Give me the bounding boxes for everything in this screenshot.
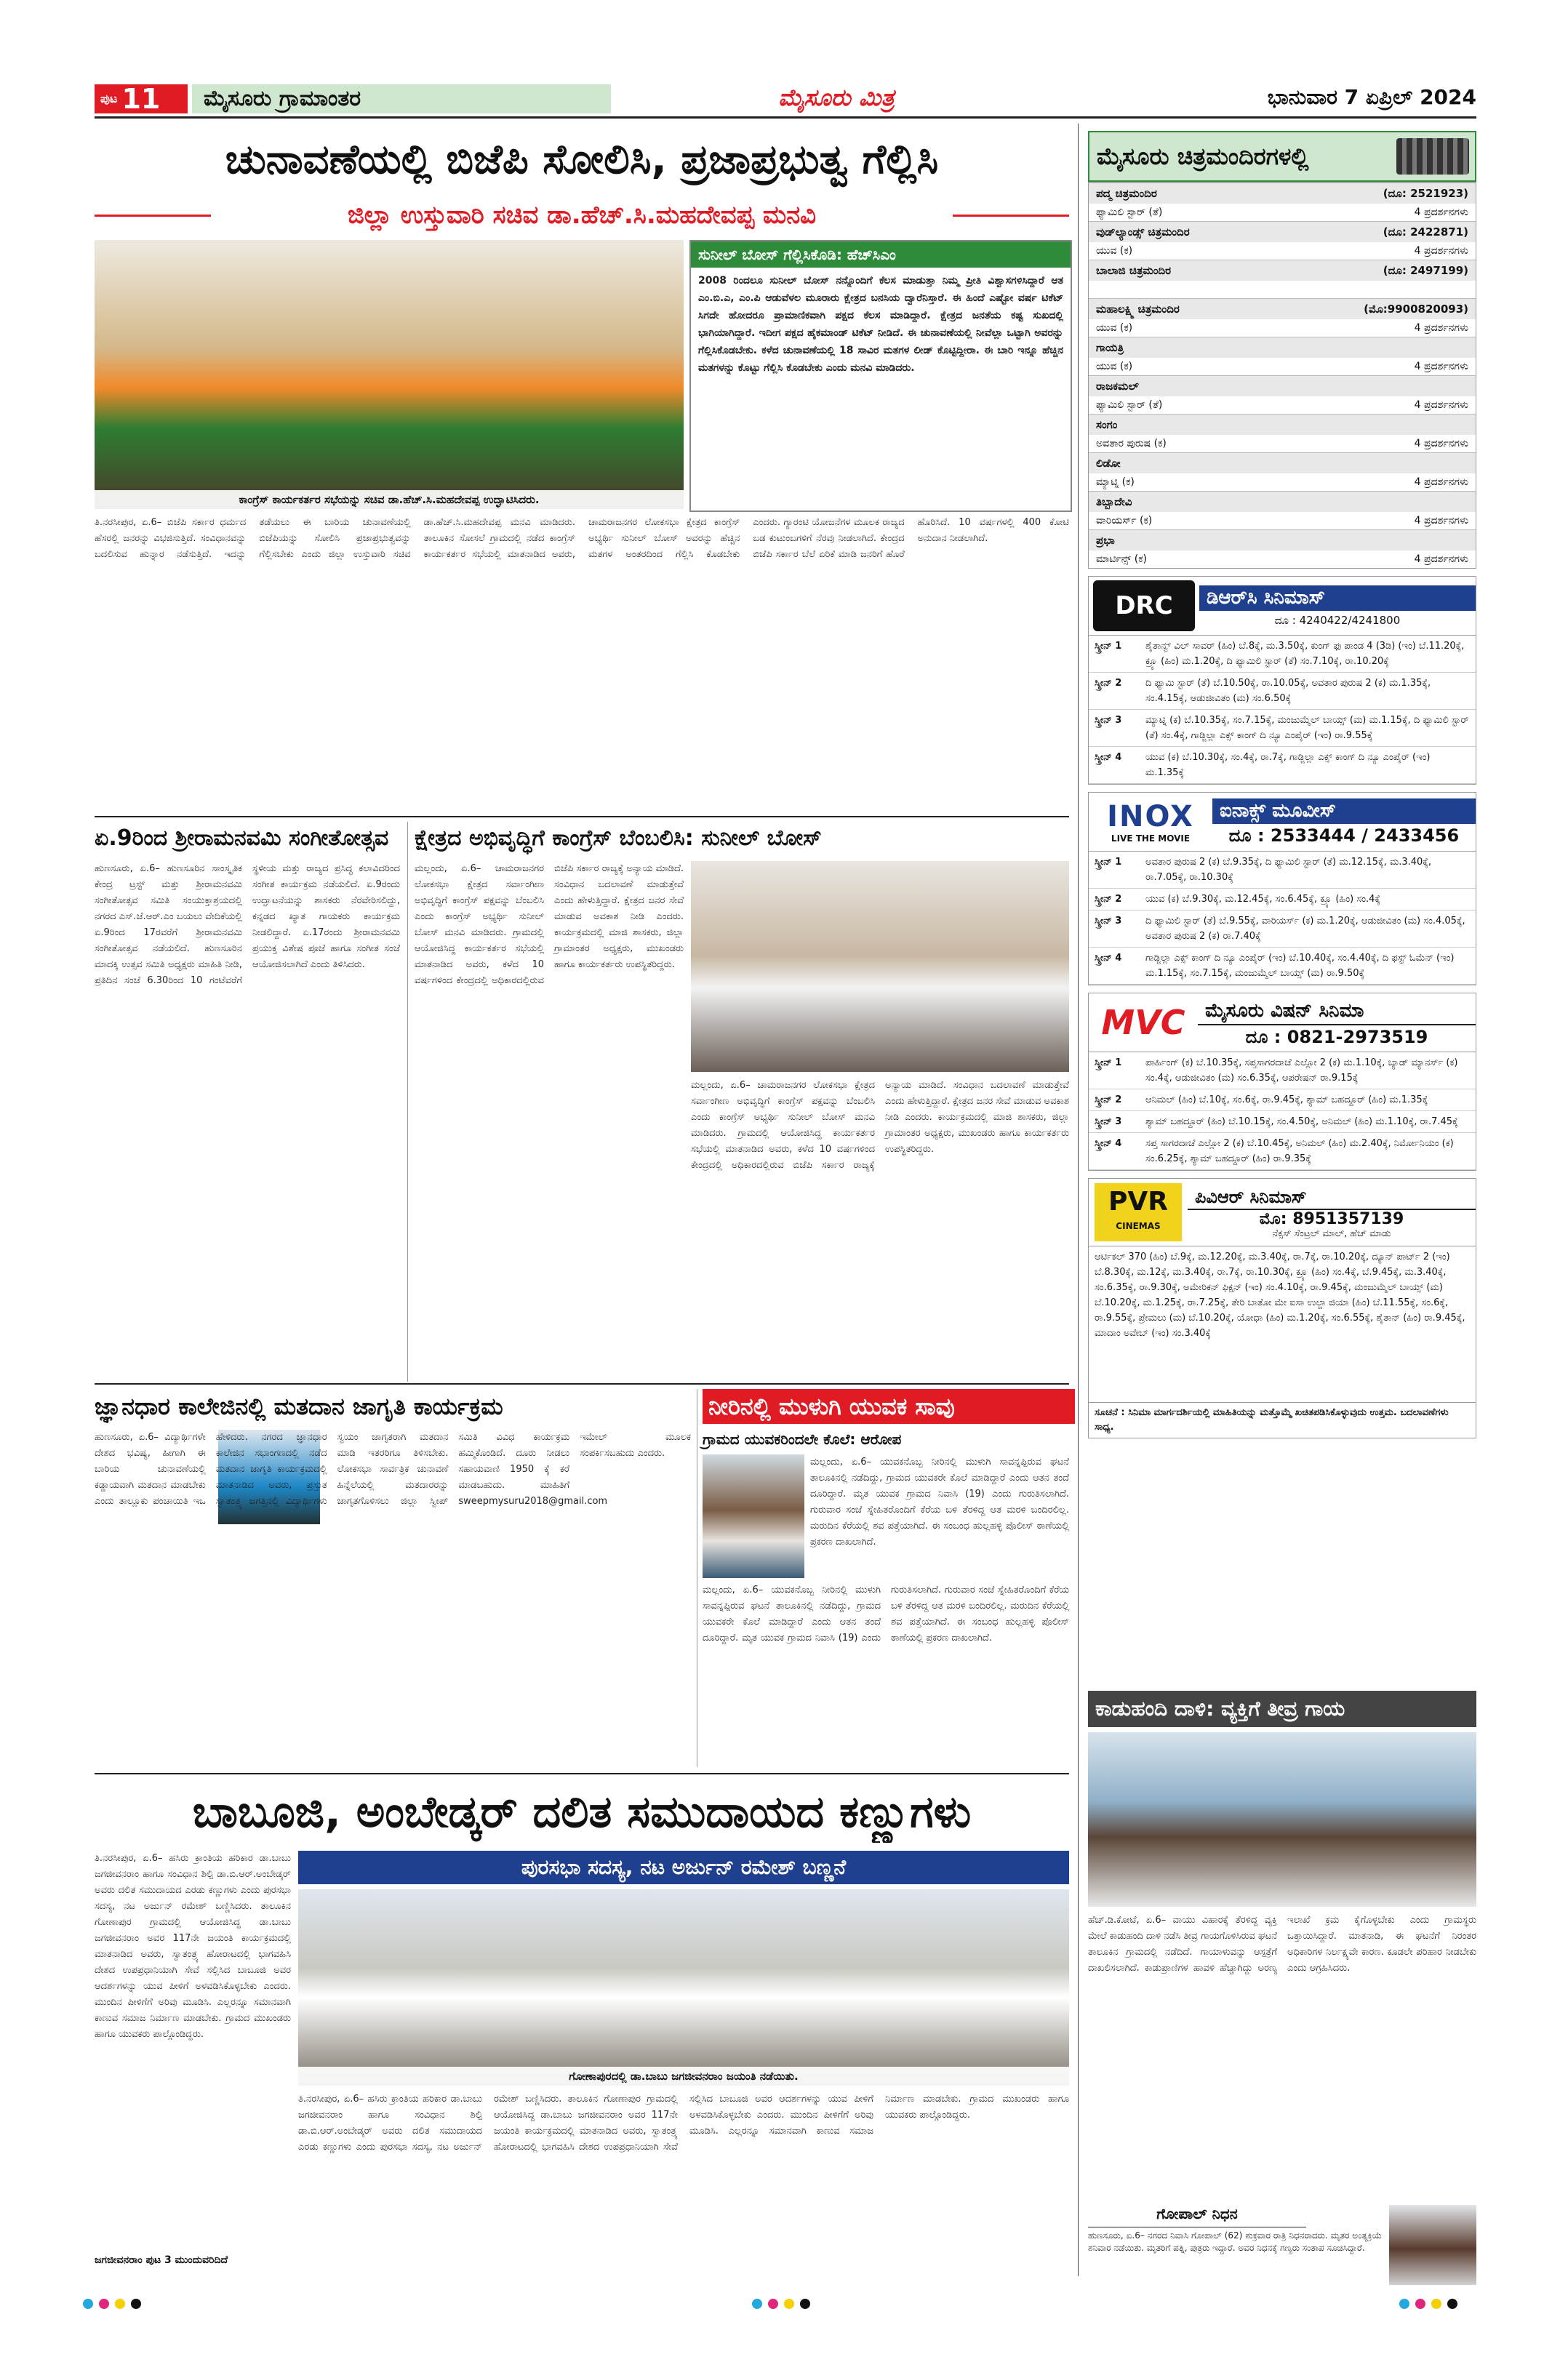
movie-title: ಮಾರ್ಟಿನ್ಸ್ (ಕ)	[1096, 553, 1147, 565]
cinema-title: ಮೈಸೂರು ಚಿತ್ರಮಂದಿರಗಳಲ್ಲಿ	[1097, 142, 1309, 170]
theatre-item	[1089, 260, 1476, 298]
movie-title: ಯುವ (ಕ)	[1096, 361, 1133, 372]
showtimes: ದಿ ಫ್ಯಾಮಿ ಸ್ಟಾರ್ (ತೆ) ಬೆ.10.50ಕ್ಕೆ, ರಾ.10.05ಕ್ಕೆ, ಅವತಾರ ಪುರುಷ 2 (ಕ) ಮ.1.35ಕ್ಕೆ, ಸಂ.4.15ಕ್ಕೆ, ಆಡುಜೀವಿತಂ (ಮ) ಸಂ.6.50ಕ್ಕೆ	[1145, 678, 1431, 704]
mvc-name: ಮೈಸೂರು ವಿಷನ್ ಸಿನಿಮಾ	[1198, 998, 1476, 1025]
story6-photo	[298, 1889, 1069, 2086]
story5-photo	[703, 1454, 804, 1578]
theatre-item	[1089, 414, 1476, 452]
show-count: 4 ಪ್ರದರ್ಶನಗಳು	[1414, 207, 1468, 218]
section-title: ಮೈಸೂರು ಗ್ರಾಮಾಂತರ	[192, 84, 611, 113]
lead-photo-caption: ಕಾಂಗ್ರೆಸ್ ಕಾರ್ಯಕರ್ತರ ಸಭೆಯನ್ನು ಸಚಿವ ಡಾ.ಹೆಚ್.ಸಿ.ಮಹದೇವಪ್ಪ ಉದ್ಘಾಟಿಸಿದರು.	[95, 490, 684, 509]
movie-title: ಫ್ಯಾಮಿಲಿ ಸ್ಟಾರ್ (ತೆ)	[1096, 207, 1163, 218]
story4-body: ಹುಣಸೂರು, ಏ.6– ವಿದ್ಯಾರ್ಥಿಗಳೇ ದೇಶದ ಭವಿಷ್ಯ, ಹೀಗಾಗಿ ಈ ಬಾರಿಯ ಚುನಾವಣೆಯಲ್ಲಿ ಕಡ್ಡಾಯವಾಗಿ ಮತದಾನ ಮಾಡಬೇಕು ಎಂದು ತಾಲ್ಲೂಕು ಪಂಚಾಯಿತಿ ಇಒ ಹೇಳಿದರು. ನಗರದ ಜ್ಞಾನಧಾರ ಕಾಲೇಜಿನ ಸಭಾಂಗಣದಲ್ಲಿ ನಡೆದ ಮತದಾನ ಜಾಗೃತಿ ಕಾರ್ಯಕ್ರಮದಲ್ಲಿ ಮಾತನಾಡಿದ ಅವರು, ಪ್ರಸ್ತುತ ಸ್ವಾತಂತ್ರ್ಯ ಜಗತ್ತಿನಲ್ಲಿ ವಿದ್ಯಾರ್ಥಿಗಳು ಸ್ವಯಂ ಜಾಗೃತರಾಗಿ ಮತದಾನ ಮಾಡಿ ಇತರರಿಗೂ ತಿಳಿಸಬೇಕು. ಲೋಕಸಭಾ ಸಾರ್ವತ್ರಿಕ ಚುನಾವಣೆ ಹಿನ್ನೆಲೆಯಲ್ಲಿ ಮತದಾರರನ್ನು ಜಾಗೃತಗೊಳಿಸಲು ಜಿಲ್ಲಾ ಸ್ವೀಪ್ ಸಮಿತಿ ವಿವಿಧ ಕಾರ್ಯಕ್ರಮ ಹಮ್ಮಿಕೊಂಡಿದೆ. ದೂರು ನೀಡಲು ಸಹಾಯವಾಣಿ 1950 ಕ್ಕೆ ಕರೆ ಮಾಡಬಹುದು. ಮಾಹಿತಿಗೆ sweepmysuru2018@gmail.com ಇಮೇಲ್ ಮೂಲಕ ಸಂಪರ್ಕಿಸಬಹುದು ಎಂದರು.	[95, 1432, 691, 1507]
lead-box-text: 2008 ರಿಂದಲೂ ಸುನೀಲ್ ಬೋಸ್ ನನ್ನೊಂದಿಗೆ ಕೆಲಸ ಮಾಡುತ್ತಾ ನಿಮ್ಮ ಪ್ರೀತಿ ವಿಶ್ವಾಸಗಳಿಸಿದ್ದಾರೆ ಆತ ಎಂ.ಬಿ.ಎ, ಎಂ.ಪಿ ಆಡುವೆಳಲ ಮೂರಾರು ಕ್ಷೇತ್ರದ ಬನಸಿಯ ದ್ವಾರೆನಿಸ್ತಾರೆ. ಈ ಹಿಂದೆ ಎಷ್ಟೋ ವರ್ಷ ಟಿಕೆಟ್ ಸಿಗದೇ ಹೋದರೂ ಪ್ರಾಮಾಣಿಕವಾಗಿ ಪಕ್ಷದ ಕೆಲಸ ಮಾಡಿದ್ದಾರೆ. ಕ್ಷೇತ್ರದ ಜನತೆಯ ಕಷ್ಟ ಸುಖದಲ್ಲಿ ಭಾಗಿಯಾಗಿದ್ದಾರೆ. ಇದೀಗ ಪಕ್ಷದ ಹೈಕಮಾಂಡ್ ಟಿಕೆಟ್ ನೀಡಿದೆ. ಈ ಚುನಾವಣೆಯಲ್ಲಿ ನೀವೆಲ್ಲಾ ಒಟ್ಟಾಗಿ ಅವರನ್ನು ಗೆಲ್ಲಿಸಿಕೊಡಬೇಕು. ಕಳೆದ ಚುನಾವಣೆಯಲ್ಲಿ 18 ಸಾವಿರ ಮತಗಳ ಲೀಡ್ ಕೊಟ್ಟಿದ್ದೀರಾ. ಈ ಬಾರಿ ಇನ್ನೂ ಹೆಚ್ಚಿನ ಮತಗಳನ್ನು ಕೊಟ್ಟು ಗೆಲ್ಲಿಸಿ ಕೊಡಬೇಕು ಎಂದು ಮನವಿ ಮಾಡಿದರು.	[698, 275, 1063, 374]
show-count: 4 ಪ್ರದರ್ಶನಗಳು	[1414, 399, 1468, 411]
movie-title: ಅವತಾರ ಪುರುಷ (ಕ)	[1096, 438, 1167, 449]
show-count: 4 ಪ್ರದರ್ಶನಗಳು	[1414, 322, 1468, 334]
story2-body: ಹುಣಸೂರು, ಏ.6– ಹುಣಸೂರಿನ ಸಾಂಸ್ಕೃತಿಕ ಕೇಂದ್ರ ಟ್ರಸ್ಟ್ ಮತ್ತು ಶ್ರೀರಾಮನವಮಿ ಸಂಗೀತೋತ್ಸವ ಸಮಿತಿ ಸಂಯುಕ್ತಾಶ್ರಯದಲ್ಲಿ ನಗರದ ಎಸ್.ಜೆ.ಆರ್.ಎಂ ಬಯಲು ವೇದಿಕೆಯಲ್ಲಿ ಏ.9ರಿಂದ 17ರವರೆಗೆ ಶ್ರೀರಾಮನವಮಿ ಸಂಗೀತೋತ್ಸವ ನಡೆಯಲಿದೆ. ಹುಣಸೂರಿನ ಮಾದಕ್ಕಿ ಉತ್ಸವ ಸಮಿತಿ ಅಧ್ಯಕ್ಷರು ಮಾಹಿತಿ ನೀಡಿ, ಪ್ರತಿದಿನ ಸಂಜೆ 6.30ರಿಂದ 10 ಗಂಟೆವರೆಗೆ ಸ್ಥಳೀಯ ಮತ್ತು ರಾಜ್ಯದ ಪ್ರಸಿದ್ಧ ಕಲಾವಿದರಿಂದ ಸಂಗೀತ ಕಾರ್ಯಕ್ರಮ ನಡೆಯಲಿದೆ. ಏ.9ರಂದು ಉದ್ಘಾಟನೆಯನ್ನು ಶಾಸಕರು ನೆರವೇರಿಸಲಿದ್ದು, ಕನ್ನಡದ ಖ್ಯಾತ ಗಾಯಕರು ಕಾರ್ಯಕ್ರಮ ನೀಡಲಿದ್ದಾರೆ. ಏ.17ರಂದು ಶ್ರೀರಾಮನವಮಿ ಪ್ರಯುಕ್ತ ವಿಶೇಷ ಪೂಜೆ ಹಾಗೂ ಸಂಗೀತ ಸಂಜೆ ಆಯೋಜಿಸಲಾಗಿದೆ ಎಂದು ತಿಳಿಸಿದರು.	[95, 863, 400, 986]
screen-label: ಸ್ಕ್ರೀನ್ 4	[1095, 752, 1122, 763]
black-dot	[131, 2299, 141, 2309]
theatre-name: ಸಂಗಂ	[1096, 418, 1118, 431]
lead-box	[689, 240, 1072, 512]
lead-subhead: ಜಿಲ್ಲಾ ಉಸ್ತುವಾರಿ ಸಚಿವ ಡಾ.ಹೆಚ್.ಸಿ.ಮಹದೇವಪ್ಪ ಮನವಿ	[211, 198, 953, 233]
story6-body-left: ತಿ.ನರಸೀಪುರ, ಏ.6– ಹಸಿರು ಕ್ರಾಂತಿಯ ಹರಿಕಾರ ಡಾ.ಬಾಬು ಜಗಜೀವನರಾಂ ಹಾಗೂ ಸಂವಿಧಾನ ಶಿಲ್ಪಿ ಡಾ.ಬಿ.ಆರ್.ಅಂಬೇಡ್ಕರ್ ಅವರು ದಲಿತ ಸಮುದಾಯದ ಎರಡು ಕಣ್ಣುಗಳು ಎಂದು ಪುರಸಭಾ ಸದಸ್ಯ, ನಟ ಅರ್ಜುನ್ ರಮೇಶ್ ಬಣ್ಣಿಸಿದರು. ತಾಲೂಕಿನ ಗೋಣಾಪುರ ಗ್ರಾಮದಲ್ಲಿ ಆಯೋಜಿಸಿದ್ದ ಡಾ.ಬಾಬು ಜಗಜೀವನರಾಂ ಅವರ 117ನೇ ಜಯಂತಿ ಕಾರ್ಯಕ್ರಮದಲ್ಲಿ ಮಾತನಾಡಿದ ಅವರು, ಸ್ವಾತಂತ್ರ್ಯ ಹೋರಾಟದಲ್ಲಿ ಭಾಗವಹಿಸಿ ದೇಶದ ಉಪಪ್ರಧಾನಿಯಾಗಿ ಸೇವೆ ಸಲ್ಲಿಸಿದ ಬಾಬೂಜಿ ಅವರ ಆದರ್ಶಗಳನ್ನು ಯುವ ಪೀಳಿಗೆ ಅಳವಡಿಸಿಕೊಳ್ಳಬೇಕು ಎಂದರು. ಮುಂದಿನ ಪೀಳಿಗೆಗೆ ಅರಿವು ಮೂಡಿಸಿ. ಎಲ್ಲರನ್ನೂ ಸಮಾನವಾಗಿ ಕಾಣುವ ಸಮಾಜ ನಿರ್ಮಾಣ ಮಾಡಬೇಕು. ಗ್ರಾಮದ ಮುಖಂಡರು ಹಾಗೂ ಯುವಕರು ಪಾಲ್ಗೊಂಡಿದ್ದರು.	[95, 1853, 291, 2040]
screen-label: ಸ್ಕ್ರೀನ್ 4	[1095, 953, 1122, 964]
drc-phone: ದೂ : 4240422/4241800	[1274, 613, 1401, 627]
showtimes: ಮ್ಯಾಟ್ನಿ (ಕ) ಬೆ.10.35ಕ್ಕೆ, ಸಂ.7.15ಕ್ಕೆ, ಮಂಜುಮ್ಮೆಲ್ ಬಾಯ್ಸ್ (ಮ) ಮ.1.15ಕ್ಕೆ, ದಿ ಫ್ಯಾಮಿಲಿ ಸ್ಟಾರ್ (ತೆ) ಸಂ.4ಕ್ಕೆ, ಗಾಡ್ಜಿಲ್ಲಾ ಎಕ್ಸ್ ಕಾಂಗ್ ದಿ ನ್ಯೂ ಎಂಪೈರ್ (ಇಂ) ರಾ.9.55ಕ್ಕೆ	[1145, 715, 1469, 741]
screen-label: ಸ್ಕ್ರೀನ್ 3	[1095, 715, 1122, 726]
print-marks	[749, 2298, 813, 2312]
story7-body: ಹೆಚ್.ಡಿ.ಕೋಟೆ, ಏ.6– ವಾಯು ವಿಹಾರಕ್ಕೆ ತೆರಳಿದ್ದ ವ್ಯಕ್ತಿ ಮೇಲೆ ಕಾಡುಹಂದಿ ದಾಳಿ ನಡೆಸಿ ತೀವ್ರ ಗಾಯಗೊಳಿಸಿರುವ ಘಟನೆ ತಾಲೂಕಿನ ಗ್ರಾಮದಲ್ಲಿ ನಡೆದಿದೆ. ಗಾಯಾಳುವನ್ನು ಆಸ್ಪತ್ರೆಗೆ ದಾಖಲಿಸಲಾಗಿದೆ. ಕಾಡುಪ್ರಾಣಿಗಳ ಹಾವಳಿ ಹೆಚ್ಚಾಗಿದ್ದು ಅರಣ್ಯ ಇಲಾಖೆ ಕ್ರಮ ಕೈಗೊಳ್ಳಬೇಕು ಎಂದು ಗ್ರಾಮಸ್ಥರು ಒತ್ತಾಯಿಸಿದ್ದಾರೆ. ಮಾತನಾಡಿ, ಈ ಘಟನೆಗೆ ನಿರಂತರ ಅಧಿಕಾರಿಗಳ ನಿರ್ಲಕ್ಷ್ಯವೇ ಕಾರಣ. ಕೂಡಲೇ ಪರಿಹಾರ ನೀಡಬೇಕು ಎಂದು ಆಗ್ರಹಿಸಿದರು.	[1088, 1915, 1476, 1974]
story2-headline: ಏ.9ರಿಂದ ಶ್ರೀರಾಮನವಮಿ ಸಂಗೀತೋತ್ಸವ	[95, 825, 389, 851]
divider	[1078, 124, 1079, 2276]
showtimes: ಗಾಡ್ಜಿಲ್ಲಾ ಎಕ್ಸ್ ಕಾಂಗ್ ದಿ ನ್ಯೂ ಎಂಪೈರ್ (ಇಂ) ಬೆ.10.40ಕ್ಕೆ, ಸಂ.4.40ಕ್ಕೆ, ದಿ ಫಸ್ಟ್ ಓಮೆನ್ (ಇಂ) ಮ.1.15ಕ್ಕೆ, ಸಂ.7.15ಕ್ಕೆ, ಮಂಜುಮ್ಮೆಲ್ ಬಾಯ್ಸ್ (ಮ) ರಾ.9.50ಕ್ಕೆ	[1145, 953, 1455, 979]
pvr-phone: ಮೊ: 8951357139	[1259, 1210, 1404, 1228]
pvr-name: ಪಿವಿಆರ್ ಸಿನಿಮಾಸ್	[1188, 1185, 1476, 1210]
divider	[95, 1773, 1069, 1774]
magenta-dot	[99, 2299, 109, 2309]
story5-body: ಮಲ್ಲಂದು, ಏ.6– ಯುವಕನೊಬ್ಬ ನೀರಿನಲ್ಲಿ ಮುಳುಗಿ ಸಾವನ್ನಪ್ಪಿರುವ ಘಟನೆ ತಾಲೂಕಿನಲ್ಲಿ ನಡೆದಿದ್ದು, ಗ್ರಾಮದ ಯುವಕರೇ ಕೊಲೆ ಮಾಡಿದ್ದಾರೆ ಎಂದು ಆತನ ತಂದೆ ದೂರಿದ್ದಾರೆ. ಮೃತ ಯುವಕ ಗ್ರಾಮದ ನಿವಾಸಿ (19) ಎಂದು ಗುರುತಿಸಲಾಗಿದೆ. ಗುರುವಾರ ಸಂಜೆ ಸ್ನೇಹಿತರೊಂದಿಗೆ ಕೆರೆಯ ಬಳಿ ತೆರಳಿದ್ದ ಆತ ಮರಳಿ ಬಂದಿರಲಿಲ್ಲ. ಮರುದಿನ ಕೆರೆಯಲ್ಲಿ ಶವ ಪತ್ತೆಯಾಗಿದೆ. ಈ ಸಂಬಂಧ ಹುಲ್ಲಹಳ್ಳಿ ಪೊಲೀಸ್ ಠಾಣೆಯಲ್ಲಿ ಪ್ರಕರಣ ದಾಖಲಾಗಿದೆ.	[810, 1457, 1069, 1548]
theatre-name: ಲಿಡೋ	[1096, 457, 1121, 470]
pvr-block	[1088, 1178, 1476, 1438]
print-marks	[1396, 2298, 1460, 2312]
story5-headline: ನೀರಿನಲ್ಲಿ ಮುಳುಗಿ ಯುವಕ ಸಾವು	[703, 1389, 1075, 1424]
showtimes: ಪಾರ್ಹಿಂಗ್ (ಕ) ಬೆ.10.35ಕ್ಕೆ, ಸಪ್ತಸಾಗರದಾಚೆ ಎಲ್ಲೋ 2 (ಕ) ಮ.1.10ಕ್ಕೆ, ಬ್ಯಾಡ್ ಮ್ಯಾನರ್ಸ್ (ಕ) ಸಂ.4ಕ್ಕೆ, ಆಡುಜೀವಿತಂ (ಮ) ಸಂ.6.35ಕ್ಕೆ, ಆಪರೇಷನ್ ರಾ.9.15ಕ್ಕೆ	[1145, 1057, 1458, 1084]
inox-tagline: LIVE THE MOVIE	[1111, 833, 1191, 844]
theatre-item	[1089, 452, 1476, 491]
theatre-item	[1089, 183, 1476, 221]
screen-label: ಸ್ಕ್ರೀನ್ 2	[1095, 678, 1122, 689]
lead-headline: ಚುನಾವಣೆಯಲ್ಲಿ ಬಿಜೆಪಿ ಸೋಲಿಸಿ, ಪ್ರಜಾಪ್ರಭುತ್ವ ಗೆಲ್ಲಿಸಿ	[225, 136, 939, 183]
theatre-item	[1089, 221, 1476, 260]
showtimes: ಶ್ಯಾಮ್ ಬಹದ್ದೂರ್ (ಹಿಂ) ಬೆ.10.15ಕ್ಕೆ, ಸಂ.4.50ಕ್ಕೆ, ಅನಿಮಲ್ (ಹಿಂ) ಮ.1.10ಕ್ಕೆ, ರಾ.7.45ಕ್ಕೆ	[1145, 1116, 1458, 1127]
theatre-name: ಬಾಲಾಜಿ ಚಿತ್ರಮಂದಿರ	[1096, 264, 1172, 277]
show-count: 4 ಪ್ರದರ್ಶನಗಳು	[1414, 476, 1468, 488]
mvc-block	[1088, 993, 1476, 1171]
magenta-dot	[1415, 2299, 1425, 2309]
pvr-logo-sub: CINEMAS	[1116, 1221, 1161, 1231]
divider	[95, 816, 1069, 817]
theatre-name: ತಿಬ್ಬಾದೇವಿ	[1096, 495, 1132, 508]
lead-photo	[95, 240, 684, 509]
yellow-dot	[784, 2299, 794, 2309]
theatre-item	[1089, 529, 1476, 568]
story3-body-right: ಮಲ್ಲಂದು, ಏ.6– ಚಾಮರಾಜನಗರ ಲೋಕಸಭಾ ಕ್ಷೇತ್ರದ ಸರ್ವಾಂಗೀಣ ಅಭಿವೃದ್ಧಿಗೆ ಕಾಂಗ್ರೆಸ್ ಪಕ್ಷವನ್ನು ಬೆಂಬಲಿಸಿ ಎಂದು ಕಾಂಗ್ರೆಸ್ ಅಭ್ಯರ್ಥಿ ಸುನೀಲ್ ಬೋಸ್ ಮನವಿ ಮಾಡಿದರು. ಗ್ರಾಮದಲ್ಲಿ ಆಯೋಜಿಸಿದ್ದ ಕಾರ್ಯಕರ್ತರ ಸಭೆಯಲ್ಲಿ ಮಾತನಾಡಿದ ಅವರು, ಕಳೆದ 10 ವರ್ಷಗಳಿಂದ ಕೇಂದ್ರದಲ್ಲಿ ಅಧಿಕಾರದಲ್ಲಿರುವ ಬಿಜೆಪಿ ಸರ್ಕಾರ ರಾಜ್ಯಕ್ಕೆ ಅನ್ಯಾಯ ಮಾಡಿದೆ. ಸಂವಿಧಾನ ಬದಲಾವಣೆ ಮಾಡುತ್ತೇವೆ ಎಂದು ಹೇಳುತ್ತಿದ್ದಾರೆ. ಕ್ಷೇತ್ರದ ಜನರ ಸೇವೆ ಮಾಡುವ ಅವಕಾಶ ನೀಡಿ ಎಂದರು. ಕಾರ್ಯಕ್ರಮದಲ್ಲಿ ಮಾಜಿ ಶಾಸಕರು, ಜಿಲ್ಲಾ ಗ್ರಾಮಾಂತರ ಅಧ್ಯಕ್ಷರು, ಮುಖಂಡರು ಹಾಗೂ ಕಾರ್ಯಕರ್ತರು ಉಪಸ್ಥಿತರಿದ್ದರು.	[691, 1080, 1069, 1171]
movie-title: ಮ್ಯಾಟ್ನಿ (ಕ)	[1096, 476, 1135, 488]
show-count: 4 ಪ್ರದರ್ಶನಗಳು	[1414, 515, 1468, 527]
magenta-dot	[768, 2299, 778, 2309]
obituary-headline: ಗೋಪಾಲ್ ನಿಧನ	[1088, 2205, 1306, 2227]
mvc-phone: ದೂ : 0821-2973519	[1245, 1026, 1428, 1047]
showtimes: ಆನಿಮಲ್ (ಹಿಂ) ಬೆ.10ಕ್ಕೆ, ಸಂ.6ಕ್ಕೆ, ರಾ.9.45ಕ್ಕೆ, ಶ್ಯಾಮ್ ಬಹದ್ದೂರ್ (ಹಿಂ) ಮ.1.35ಕ್ಕೆ	[1145, 1094, 1428, 1105]
screen-label: ಸ್ಕ್ರೀನ್ 1	[1095, 857, 1122, 868]
movie-title: ಯುವ (ಕ)	[1096, 245, 1133, 257]
divider	[407, 822, 408, 1382]
drc-name: ಡಿಆರ್‌ಸಿ ಸಿನಿಮಾಸ್	[1199, 585, 1476, 611]
story6-footer-note: ಜಗಜೀವನರಾಂ ಪುಟ 3 ಮುಂದುವರಿದಿದೆ	[95, 2254, 228, 2266]
story5-subhead: ಗ್ರಾಮದ ಯುವಕರಿಂದಲೇ ಕೊಲೆ: ಆರೋಪ	[703, 1430, 902, 1448]
showtimes: ಅವತಾರ ಪುರುಷ 2 (ಕ) ಬೆ.9.35ಕ್ಕೆ, ದಿ ಫ್ಯಾಮಿಲಿ ಸ್ಟಾರ್ (ತೆ) ಮ.12.15ಕ್ಕೆ, ಮ.3.40ಕ್ಕೆ, ರಾ.7.05ಕ್ಕೆ, ರಾ.10.30ಕ್ಕೆ	[1145, 857, 1432, 883]
cyan-dot	[752, 2299, 762, 2309]
screen-label: ಸ್ಕ್ರೀನ್ 2	[1095, 894, 1122, 905]
theatre-phone: (ದೂ: 2497199)	[1383, 264, 1468, 277]
theatre-item	[1089, 298, 1476, 337]
masthead	[95, 81, 1476, 119]
showtimes: ಯುವ (ಕ) ಬೆ.10.30ಕ್ಕೆ, ಸಂ.4ಕ್ಕೆ, ರಾ.7ಕ್ಕೆ, ಗಾಡ್ಜಿಲ್ಲಾ ಎಕ್ಸ್ ಕಾಂಗ್ ದಿ ನ್ಯೂ ಎಂಪೈರ್ (ಇಂ) ಮ.1.35ಕ್ಕೆ	[1145, 752, 1431, 778]
story7-photo	[1088, 1732, 1476, 1907]
divider	[95, 1383, 1069, 1385]
theatre-phone: (ಮೊ:9900820093)	[1364, 303, 1468, 316]
inox-block	[1088, 792, 1476, 985]
show-count: 4 ಪ್ರದರ್ಶನಗಳು	[1414, 245, 1468, 257]
paper-name: ಮೈಸೂರು ಮಿತ್ರ	[778, 84, 895, 111]
screen-label: ಸ್ಕ್ರೀನ್ 3	[1095, 916, 1122, 926]
black-dot	[800, 2299, 810, 2309]
screen-label: ಸ್ಕ್ರೀನ್ 3	[1095, 1116, 1122, 1127]
lead-body: ತಿ.ನರಸೀಪುರ, ಏ.6– ಬಿಜೆಪಿ ಸರ್ಕಾರ ಧರ್ಮದ ಹೆಸರಲ್ಲಿ ಜನರನ್ನು ವಿಭಜಿಸುತ್ತಿದೆ. ಸಂವಿಧಾನವನ್ನು ಬದಲಿಸುವ ಹುನ್ನಾರ ನಡೆಸುತ್ತಿದೆ. ಇದನ್ನು ತಡೆಯಲು ಈ ಬಾರಿಯ ಚುನಾವಣೆಯಲ್ಲಿ ಬಿಜೆಪಿಯನ್ನು ಸೋಲಿಸಿ ಪ್ರಜಾಪ್ರಭುತ್ವವನ್ನು ಗೆಲ್ಲಿಸಬೇಕು ಎಂದು ಜಿಲ್ಲಾ ಉಸ್ತುವಾರಿ ಸಚಿವ ಡಾ.ಹೆಚ್.ಸಿ.ಮಹದೇವಪ್ಪ ಮನವಿ ಮಾಡಿದರು. ತಾಲೂಕಿನ ಸೋಸಲೆ ಗ್ರಾಮದಲ್ಲಿ ನಡೆದ ಕಾಂಗ್ರೆಸ್ ಕಾರ್ಯಕರ್ತರ ಸಭೆಯಲ್ಲಿ ಮಾತನಾಡಿದ ಅವರು, ಚಾಮರಾಜನಗರ ಲೋಕಸಭಾ ಕ್ಷೇತ್ರದ ಕಾಂಗ್ರೆಸ್ ಅಭ್ಯರ್ಥಿ ಸುನೀಲ್ ಬೋಸ್ ಅವರನ್ನು ಹೆಚ್ಚಿನ ಮತಗಳ ಅಂತರದಿಂದ ಗೆಲ್ಲಿಸಿ ಕೊಡಬೇಕು ಎಂದರು. ಗ್ಯಾರಂಟಿ ಯೋಜನೆಗಳ ಮೂಲಕ ರಾಜ್ಯದ ಬಡ ಕುಟುಂಬಗಳಿಗೆ ನೆರವು ನೀಡಲಾಗಿದೆ. ಕೇಂದ್ರದ ಬಿಜೆಪಿ ಸರ್ಕಾರ ಬೆಲೆ ಏರಿಕೆ ಮಾಡಿ ಜನರಿಗೆ ಹೊರೆ ಹೊರಿಸಿದೆ. 10 ವರ್ಷಗಳಲ್ಲಿ 400 ಕೋಟಿ ಅನುದಾನ ನೀಡಲಾಗಿದೆ.	[95, 517, 1069, 560]
story5-body-more: ಮಲ್ಲಂದು, ಏ.6– ಯುವಕನೊಬ್ಬ ನೀರಿನಲ್ಲಿ ಮುಳುಗಿ ಸಾವನ್ನಪ್ಪಿರುವ ಘಟನೆ ತಾಲೂಕಿನಲ್ಲಿ ನಡೆದಿದ್ದು, ಗ್ರಾಮದ ಯುವಕರೇ ಕೊಲೆ ಮಾಡಿದ್ದಾರೆ ಎಂದು ಆತನ ತಂದೆ ದೂರಿದ್ದಾರೆ. ಮೃತ ಯುವಕ ಗ್ರಾಮದ ನಿವಾಸಿ (19) ಎಂದು ಗುರುತಿಸಲಾಗಿದೆ. ಗುರುವಾರ ಸಂಜೆ ಸ್ನೇಹಿತರೊಂದಿಗೆ ಕೆರೆಯ ಬಳಿ ತೆರಳಿದ್ದ ಆತ ಮರಳಿ ಬಂದಿರಲಿಲ್ಲ. ಮರುದಿನ ಕೆರೆಯಲ್ಲಿ ಶವ ಪತ್ತೆಯಾಗಿದೆ. ಈ ಸಂಬಂಧ ಹುಲ್ಲಹಳ್ಳಿ ಪೊಲೀಸ್ ಠಾಣೆಯಲ್ಲಿ ಪ್ರಕರಣ ದಾಖಲಾಗಿದೆ.	[703, 1585, 1069, 1644]
pvr-logo-box	[1095, 1183, 1182, 1241]
print-marks	[80, 2298, 144, 2312]
theatre-list	[1088, 182, 1476, 569]
mvc-logo: MVC	[1101, 1003, 1185, 1042]
screen-label: ಸ್ಕ್ರೀನ್ 1	[1095, 1057, 1122, 1068]
show-count: 4 ಪ್ರದರ್ಶನಗಳು	[1414, 361, 1468, 372]
page-number: 11	[121, 83, 161, 115]
showtimes: ಶೈತಾನ್ವ್ ವಿಲ್ ಸಾವರ್ (ಹಿಂ) ಬೆ.8ಕ್ಕೆ, ಮ.3.50ಕ್ಕೆ, ಕುಂಗ್ ಫು ಪಾಂಡ 4 (3ಡಿ) (ಇಂ) ಬೆ.11.20ಕ್ಕೆ, ಕ್ರ್ಯೂ (ಹಿಂ) ಮ.1.20ಕ್ಕೆ, ದಿ ಫ್ಯಾಮಿಲಿ ಸ್ಟಾರ್ (ತೆ) ಸಂ.7.10ಕ್ಕೆ, ರಾ.10.20ಕ್ಕೆ	[1145, 641, 1465, 667]
black-dot	[1447, 2299, 1457, 2309]
pvr-schedule: ಆರ್ಟಿಕಲ್ 370 (ಹಿಂ) ಬೆ.9ಕ್ಕೆ, ಮ.12.20ಕ್ಕೆ, ಮ.3.40ಕ್ಕೆ, ರಾ.7ಕ್ಕೆ, ರಾ.10.20ಕ್ಕೆ, ದ್ಯೂನ್ ಪಾರ್ಟ್ 2 (ಇಂ) ಬೆ.8.30ಕ್ಕೆ, ಮ.12ಕ್ಕೆ, ಮ.3.40ಕ್ಕೆ, ರಾ.7ಕ್ಕೆ, ರಾ.10.30ಕ್ಕೆ, ಕ್ರ್ಯೂ (ಹಿಂ) ಸಂ.4ಕ್ಕೆ, ಬೆ.9.45ಕ್ಕೆ, ಮ.3.40ಕ್ಕೆ, ಸಂ.6.35ಕ್ಕೆ, ರಾ.9.30ಕ್ಕೆ, ಅಮೇರಿಕನ್ ಫಿಕ್ಷನ್ (ಇಂ) ಸಂ.4.10ಕ್ಕೆ, ರಾ.9.45ಕ್ಕೆ, ಮಂಜುಮ್ಮೆಲ್ ಬಾಯ್ಸ್ (ಮ) ಬೆ.10.20ಕ್ಕೆ, ಮ.1.25ಕ್ಕೆ, ರಾ.7.25ಕ್ಕೆ, ತೇರಿ ಬಾತೋ ಮೇ ಐಸಾ ಉಲ್ಜಾ ಜಿಯಾ (ಹಿಂ) ಬೆ.11.55ಕ್ಕೆ, ಸಂ.6ಕ್ಕೆ, ರಾ.9.55ಕ್ಕೆ, ಪ್ರೇಮಲು (ಮ) ಬೆ.10.20ಕ್ಕೆ, ಯೋಧಾ (ಹಿಂ) ಮ.1.20ಕ್ಕೆ, ಸಂ.6.55ಕ್ಕೆ, ಶೈತಾನ್ (ಹಿಂ) ರಾ.9.45ಕ್ಕೆ, ಮಾದಾಂ ಅವೇಬ್ (ಇಂ) ಸಂ.3.40ಕ್ಕೆ	[1095, 1252, 1465, 1339]
screen-label: ಸ್ಕ್ರೀನ್ 2	[1095, 1094, 1122, 1105]
inox-name: ಐನಾಕ್ಸ್ ಮೂವೀಸ್	[1212, 798, 1476, 824]
pvr-address: ನೆಕ್ಸಸ್ ಸೆಂಟ್ರಲ್ ಮಾಲ್, ಹೆಚ್ ಮಾಡು	[1272, 1228, 1391, 1239]
screen-label: ಸ್ಕ್ರೀನ್ 4	[1095, 1138, 1122, 1149]
showtimes: ಯುವ (ಕ) ಬೆ.9.30ಕ್ಕೆ, ಮ.12.45ಕ್ಕೆ, ಸಂ.6.45ಕ್ಕೆ, ಕ್ರ್ಯೂ (ಹಿಂ) ಸಂ.4ಕ್ಕೆ	[1145, 894, 1380, 905]
movie-title: ಯುವ (ಕ)	[1096, 322, 1133, 334]
cinema-panel	[1088, 131, 1476, 1438]
story7-headline: ಕಾಡುಹಂದಿ ದಾಳಿ: ವ್ಯಕ್ತಿಗೆ ತೀವ್ರ ಗಾಯ	[1088, 1691, 1476, 1727]
drc-block	[1088, 576, 1476, 785]
pvr-logo: PVR	[1108, 1187, 1168, 1217]
theatre-item	[1089, 337, 1476, 375]
story6-headline: ಬಾಬೂಜಿ, ಅಂಬೇಡ್ಕರ್ ದಲಿತ ಸಮುದಾಯದ ಕಣ್ಣುಗಳು	[192, 1787, 972, 1838]
show-count: 4 ಪ್ರದರ್ಶನಗಳು	[1414, 553, 1468, 565]
story4-headline: ಜ್ಞಾನಧಾರ ಕಾಲೇಜಿನಲ್ಲಿ ಮತದಾನ ಜಾಗೃತಿ ಕಾರ್ಯಕ್ರಮ	[95, 1393, 503, 1420]
cyan-dot	[1399, 2299, 1409, 2309]
pvr-note: ಸೂಚನೆ : ಸಿನಿಮಾ ಮಾರ್ಗದರ್ಶಿಯಲ್ಲಿ ಮಾಹಿತಿಯನ್ನು ಮತ್ತೊಮ್ಮೆ ಖಚಿತಪಡಿಸಿಕೊಳ್ಳುವುದು ಉತ್ತಮ. ಬದಲಾವಣೆಗಳು ಸಾಧ್ಯ.	[1089, 1402, 1476, 1438]
theatre-name: ಗಾಯತ್ರಿ	[1096, 341, 1124, 354]
yellow-dot	[115, 2299, 125, 2309]
edition-date: ಭಾನುವಾರ 7 ಏಪ್ರಿಲ್ 2024	[1267, 85, 1476, 109]
drc-logo: DRC	[1093, 580, 1195, 631]
story3-photo	[691, 861, 1069, 1072]
movie-title: ಫ್ಯಾಮಿಲಿ ಸ್ಟಾರ್ (ತೆ)	[1096, 399, 1163, 411]
inox-logo: INOX	[1107, 800, 1194, 833]
theatre-phone: (ದೂ: 2422871)	[1383, 225, 1468, 239]
theatre-item	[1089, 375, 1476, 414]
show-count: 4 ಪ್ರದರ್ಶನಗಳು	[1414, 438, 1468, 449]
page-badge	[95, 84, 188, 113]
yellow-dot	[1431, 2299, 1441, 2309]
screen-label: ಸ್ಕ್ರೀನ್ 1	[1095, 641, 1122, 652]
inox-phone: ದೂ : 2533444 / 2433456	[1228, 825, 1460, 846]
lead-box-title: ಸುನೀಲ್ ಬೋಸ್ ಗೆಲ್ಲಿಸಿಕೊಡಿ: ಹೆಚ್‌ಸಿಎಂ	[691, 241, 1071, 268]
cyan-dot	[83, 2299, 93, 2309]
showtimes: ಸಪ್ತ ಸಾಗರದಾಚೆ ಎಲ್ಲೋ 2 (ಕ) ಬೆ.10.45ಕ್ಕೆ, ಅನಿಮಲ್ (ಹಿಂ) ಮ.2.40ಕ್ಕೆ, ನಿರ್ಮೋನಿಯಂ (ಕ) ಸಂ.6.25ಕ್ಕೆ, ಶ್ಯಾಮ್ ಬಹದ್ದೂರ್ (ಹಿಂ) ರಾ.9.35ಕ್ಕೆ	[1145, 1138, 1454, 1164]
obituary-body: ಹುಣಸೂರು, ಏ.6– ನಗರದ ನಿವಾಸಿ ಗೋಪಾಲ್ (62) ಶುಕ್ರವಾರ ರಾತ್ರಿ ನಿಧನರಾದರು. ಮೃತರ ಅಂತ್ಯಕ್ರಿಯೆ ಶನಿವಾರ ನಡೆಯಿತು. ಮೃತರಿಗೆ ಪತ್ನಿ, ಪುತ್ರರು ಇದ್ದಾರೆ. ಅವರ ನಿಧನಕ್ಕೆ ಗಣ್ಯರು ಸಂತಾಪ ಸೂಚಿಸಿದ್ದಾರೆ.	[1088, 2230, 1382, 2253]
theatre-name: ಮಹಾಲಕ್ಷ್ಮಿ ಚಿತ್ರಮಂದಿರ	[1096, 303, 1180, 316]
story3-headline: ಕ್ಷೇತ್ರದ ಅಭಿವೃದ್ಧಿಗೆ ಕಾಂಗ್ರೆಸ್ ಬೆಂಬಲಿಸಿ: ಸುನೀಲ್ ಬೋಸ್	[415, 825, 822, 851]
obituary-photo	[1389, 2205, 1476, 2285]
cinema-title-bar	[1088, 131, 1476, 182]
story3-body-left: ಮಲ್ಲಂದು, ಏ.6– ಚಾಮರಾಜನಗರ ಲೋಕಸಭಾ ಕ್ಷೇತ್ರದ ಸರ್ವಾಂಗೀಣ ಅಭಿವೃದ್ಧಿಗೆ ಕಾಂಗ್ರೆಸ್ ಪಕ್ಷವನ್ನು ಬೆಂಬಲಿಸಿ ಎಂದು ಕಾಂಗ್ರೆಸ್ ಅಭ್ಯರ್ಥಿ ಸುನೀಲ್ ಬೋಸ್ ಮನವಿ ಮಾಡಿದರು. ಗ್ರಾಮದಲ್ಲಿ ಆಯೋಜಿಸಿದ್ದ ಕಾರ್ಯಕರ್ತರ ಸಭೆಯಲ್ಲಿ ಮಾತನಾಡಿದ ಅವರು, ಕಳೆದ 10 ವರ್ಷಗಳಿಂದ ಕೇಂದ್ರದಲ್ಲಿ ಅಧಿಕಾರದಲ್ಲಿರುವ ಬಿಜೆಪಿ ಸರ್ಕಾರ ರಾಜ್ಯಕ್ಕೆ ಅನ್ಯಾಯ ಮಾಡಿದೆ. ಸಂವಿಧಾನ ಬದಲಾವಣೆ ಮಾಡುತ್ತೇವೆ ಎಂದು ಹೇಳುತ್ತಿದ್ದಾರೆ. ಕ್ಷೇತ್ರದ ಜನರ ಸೇವೆ ಮಾಡುವ ಅವಕಾಶ ನೀಡಿ ಎಂದರು. ಕಾರ್ಯಕ್ರಮದಲ್ಲಿ ಮಾಜಿ ಶಾಸಕರು, ಜಿಲ್ಲಾ ಗ್ರಾಮಾಂತರ ಅಧ್ಯಕ್ಷರು, ಮುಖಂಡರು ಹಾಗೂ ಕಾರ್ಯಕರ್ತರು ಉಪಸ್ಥಿತರಿದ್ದರು.	[415, 863, 684, 986]
showtimes: ದಿ ಫ್ಯಾಮಿಲಿ ಸ್ಟಾರ್ (ತೆ) ಬೆ.9.55ಕ್ಕೆ, ವಾರಿಯರ್ಸ್ (ಕ) ಮ.1.20ಕ್ಕೆ, ಆಡುಜೀವಿತಂ (ಮ) ಸಂ.4.05ಕ್ಕೆ, ಅವತಾರ ಪುರುಷ 2 (ಕ) ರಾ.7.40ಕ್ಕೆ	[1145, 916, 1465, 942]
theatre-item	[1089, 491, 1476, 529]
story6-body-right: ತಿ.ನರಸೀಪುರ, ಏ.6– ಹಸಿರು ಕ್ರಾಂತಿಯ ಹರಿಕಾರ ಡಾ.ಬಾಬು ಜಗಜೀವನರಾಂ ಹಾಗೂ ಸಂವಿಧಾನ ಶಿಲ್ಪಿ ಡಾ.ಬಿ.ಆರ್.ಅಂಬೇಡ್ಕರ್ ಅವರು ದಲಿತ ಸಮುದಾಯದ ಎರಡು ಕಣ್ಣುಗಳು ಎಂದು ಪುರಸಭಾ ಸದಸ್ಯ, ನಟ ಅರ್ಜುನ್ ರಮೇಶ್ ಬಣ್ಣಿಸಿದರು. ತಾಲೂಕಿನ ಗೋಣಾಪುರ ಗ್ರಾಮದಲ್ಲಿ ಆಯೋಜಿಸಿದ್ದ ಡಾ.ಬಾಬು ಜಗಜೀವನರಾಂ ಅವರ 117ನೇ ಜಯಂತಿ ಕಾರ್ಯಕ್ರಮದಲ್ಲಿ ಮಾತನಾಡಿದ ಅವರು, ಸ್ವಾತಂತ್ರ್ಯ ಹೋರಾಟದಲ್ಲಿ ಭಾಗವಹಿಸಿ ದೇಶದ ಉಪಪ್ರಧಾನಿಯಾಗಿ ಸೇವೆ ಸಲ್ಲಿಸಿದ ಬಾಬೂಜಿ ಅವರ ಆದರ್ಶಗಳನ್ನು ಯುವ ಪೀಳಿಗೆ ಅಳವಡಿಸಿಕೊಳ್ಳಬೇಕು ಎಂದರು. ಮುಂದಿನ ಪೀಳಿಗೆಗೆ ಅರಿವು ಮೂಡಿಸಿ. ಎಲ್ಲರನ್ನೂ ಸಮಾನವಾಗಿ ಕಾಣುವ ಸಮಾಜ ನಿರ್ಮಾಣ ಮಾಡಬೇಕು. ಗ್ರಾಮದ ಮುಖಂಡರು ಹಾಗೂ ಯುವಕರು ಪಾಲ್ಗೊಂಡಿದ್ದರು.	[298, 2094, 1069, 2153]
film-reel-icon	[1396, 138, 1469, 175]
page-label: ಪುಟ	[100, 92, 118, 105]
story6-subhead: ಪುರಸಭಾ ಸದಸ್ಯ, ನಟ ಅರ್ಜುನ್ ರಮೇಶ್ ಬಣ್ಣನೆ	[298, 1851, 1069, 1884]
theatre-phone: (ದೂ: 2521923)	[1383, 187, 1468, 200]
theatre-name: ಪ್ರಭಾ	[1096, 534, 1115, 547]
story6-photo-caption: ಗೋಣಾಪುರದಲ್ಲಿ ಡಾ.ಬಾಬು ಜಗಜೀವನರಾಂ ಜಯಂತಿ ನಡೆಯಿತು.	[298, 2067, 1069, 2086]
movie-title: ವಾರಿಯರ್ಸ್ (ಕ)	[1096, 515, 1153, 527]
theatre-name: ವುಡ್‌ಲ್ಯಾಂಡ್ಸ್ ಚಿತ್ರಮಂದಿರ	[1096, 225, 1190, 239]
theatre-name: ರಾಜಕಮಲ್	[1096, 380, 1139, 393]
theatre-name: ಪದ್ಮ ಚಿತ್ರಮಂದಿರ	[1096, 187, 1157, 200]
